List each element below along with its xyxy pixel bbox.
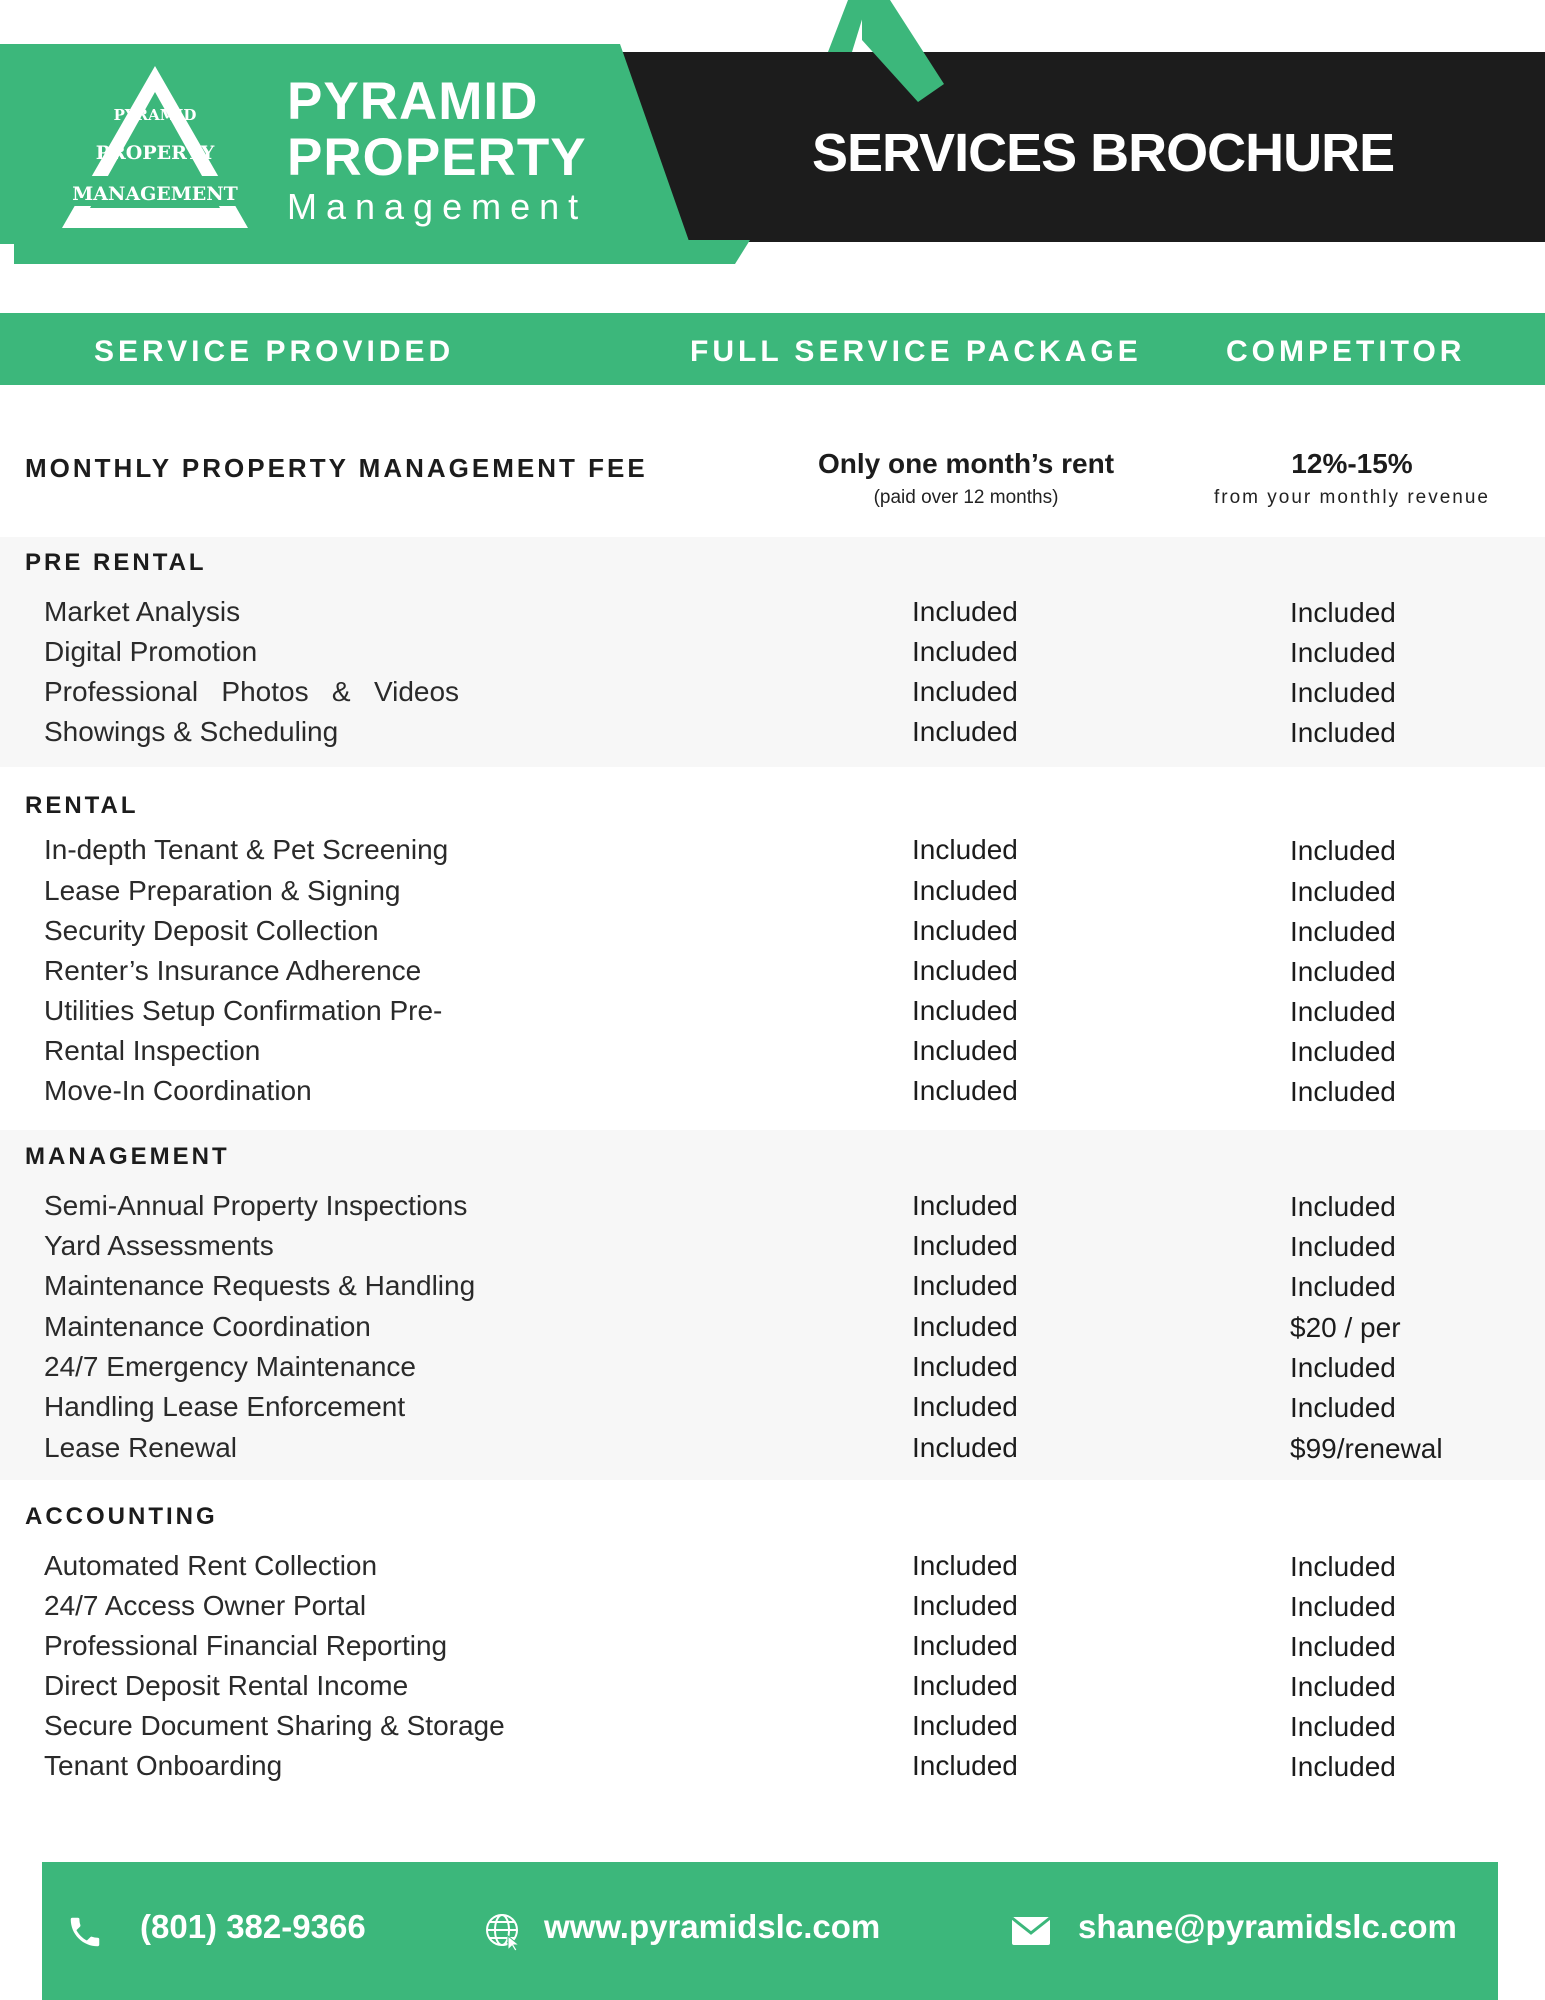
competitor-value: Included: [1290, 1036, 1396, 1067]
logo-line: MANAGEMENT: [72, 183, 238, 205]
competitor-value: Included: [1290, 1231, 1396, 1262]
full-service-value: Included: [912, 1075, 1018, 1106]
competitor-value: Included: [1290, 996, 1396, 1027]
full-service-value: Included: [912, 1351, 1018, 1382]
competitor-value: Included: [1290, 677, 1396, 708]
email-link[interactable]: shane@pyramidslc.com: [1078, 1908, 1457, 1945]
service-name: Move-In Coordination: [44, 1075, 312, 1106]
service-name: Digital Promotion: [44, 636, 258, 667]
full-service-value: Included: [912, 1311, 1018, 1342]
competitor-value: Included: [1290, 597, 1396, 628]
full-service-value: Included: [912, 1630, 1018, 1661]
full-service-value: Included: [912, 676, 1018, 707]
full-service-value: Included: [912, 1590, 1018, 1621]
service-name: Lease Renewal: [44, 1432, 238, 1463]
competitor-value: Included: [1290, 1671, 1396, 1702]
table-row: [0, 875, 1545, 915]
header-green-underline: [0, 240, 750, 264]
service-name: Maintenance Requests & Handling: [44, 1270, 476, 1301]
service-name: Professional Photos & Videos: [44, 676, 460, 707]
full-service-value: Included: [912, 1190, 1018, 1221]
service-name: Market Analysis: [44, 596, 241, 627]
full-service-value: Included: [912, 1035, 1018, 1066]
table-row: [0, 1190, 1545, 1230]
fee-full-main: Only one month’s rent: [817, 448, 1115, 479]
logo-line: PYRAMID: [113, 106, 197, 124]
table-row: [0, 1035, 1545, 1075]
table-row: [0, 1230, 1545, 1270]
service-name: Maintenance Coordination: [44, 1311, 371, 1342]
full-service-value: Included: [912, 834, 1018, 865]
full-service-value: Included: [912, 1391, 1018, 1422]
table-row: [0, 1750, 1545, 1790]
section-management: [0, 1130, 1545, 1480]
full-service-value: Included: [912, 1750, 1018, 1781]
competitor-value: Included: [1290, 1591, 1396, 1622]
full-service-value: Included: [912, 596, 1018, 627]
fee-full-sub: (paid over 12 months): [873, 487, 1059, 508]
table-row: [0, 1075, 1545, 1115]
section-accounting: [0, 1480, 1545, 1780]
competitor-value: Included: [1290, 876, 1396, 907]
phone-icon: [66, 1912, 104, 1952]
phone-link[interactable]: (801) 382-9366: [140, 1908, 366, 1945]
competitor-value: Included: [1290, 1751, 1396, 1782]
table-row: [0, 1590, 1545, 1630]
competitor-value: $20 / per: [1290, 1312, 1401, 1343]
full-service-value: Included: [912, 1230, 1018, 1261]
competitor-value: $99/renewal: [1290, 1433, 1443, 1464]
envelope-icon: [1012, 1917, 1050, 1945]
globe-icon: [484, 1912, 524, 1952]
brand-title-line: PROPERTY: [287, 128, 587, 187]
brand-title-line: PYRAMID: [287, 72, 539, 131]
table-row: [0, 676, 1545, 716]
logo-line: PROPERTY: [95, 142, 215, 164]
table-row: [0, 1670, 1545, 1710]
contact-footer: [42, 1862, 1498, 2000]
service-name: In-depth Tenant & Pet Screening: [44, 834, 449, 865]
competitor-value: Included: [1290, 1191, 1396, 1222]
column-header-service: SERVICE PROVIDED: [94, 335, 455, 368]
competitor-value: Included: [1290, 1631, 1396, 1662]
full-service-value: Included: [912, 636, 1018, 667]
competitor-value: Included: [1290, 717, 1396, 748]
service-name: Direct Deposit Rental Income: [44, 1670, 409, 1701]
section-title: ACCOUNTING: [25, 1503, 218, 1530]
section-title: MANAGEMENT: [25, 1143, 230, 1170]
competitor-value: Included: [1290, 1352, 1396, 1383]
competitor-value: Included: [1290, 956, 1396, 987]
table-row: [0, 596, 1545, 636]
brand-title: [287, 74, 587, 186]
fee-label: MONTHLY PROPERTY MANAGEMENT FEE: [25, 453, 648, 483]
full-service-value: Included: [912, 1710, 1018, 1741]
service-name: Lease Preparation & Signing: [44, 875, 401, 906]
fee-competitor-main: 12%-15%: [1291, 448, 1413, 479]
service-name: Yard Assessments: [44, 1230, 274, 1261]
table-row: [0, 1270, 1545, 1310]
website-link[interactable]: www.pyramidslc.com: [544, 1908, 881, 1945]
competitor-value: Included: [1290, 1711, 1396, 1742]
table-row: [0, 955, 1545, 995]
service-name: Secure Document Sharing & Storage: [44, 1710, 505, 1741]
competitor-value: Included: [1290, 1271, 1396, 1302]
full-service-value: Included: [912, 1670, 1018, 1701]
full-service-value: Included: [912, 995, 1018, 1026]
service-name: 24/7 Emergency Maintenance: [44, 1351, 416, 1382]
brand-subtitle: Management: [287, 186, 588, 227]
competitor-value: Included: [1290, 835, 1396, 866]
service-name: Renter’s Insurance Adherence: [44, 955, 422, 986]
full-service-value: Included: [912, 955, 1018, 986]
competitor-value: Included: [1290, 1392, 1396, 1423]
service-name: Professional Financial Reporting: [44, 1630, 448, 1661]
table-row: [0, 915, 1545, 955]
table-row: [0, 834, 1545, 874]
table-row: [0, 1311, 1545, 1351]
section-pre-rental: [0, 537, 1545, 767]
service-name: Showings & Scheduling: [44, 716, 339, 747]
service-name: Automated Rent Collection: [44, 1550, 378, 1581]
service-name: Tenant Onboarding: [44, 1750, 283, 1781]
service-name: Security Deposit Collection: [44, 915, 379, 946]
table-row: [0, 636, 1545, 676]
full-service-value: Included: [912, 915, 1018, 946]
competitor-value: Included: [1290, 916, 1396, 947]
table-row: [0, 1630, 1545, 1670]
column-header-full-service: FULL SERVICE PACKAGE: [690, 335, 1142, 368]
table-row: [0, 1432, 1545, 1472]
full-service-value: Included: [912, 1270, 1018, 1301]
table-row: [0, 1710, 1545, 1750]
service-name: 24/7 Access Owner Portal: [44, 1590, 367, 1621]
column-header-competitor: COMPETITOR: [1226, 335, 1466, 368]
competitor-value: Included: [1290, 1551, 1396, 1582]
section-rental: [0, 767, 1545, 1130]
section-title: PRE RENTAL: [25, 549, 207, 576]
fee-competitor-sub: from your monthly revenue: [1214, 487, 1490, 508]
full-service-value: Included: [912, 875, 1018, 906]
service-name: Utilities Setup Confirmation Pre-: [44, 995, 443, 1026]
full-service-value: Included: [912, 1550, 1018, 1581]
service-name: Rental Inspection: [44, 1035, 261, 1066]
brochure-title: SERVICES BROCHURE: [812, 123, 1395, 183]
service-name: Handling Lease Enforcement: [44, 1391, 406, 1422]
competitor-value: Included: [1290, 1076, 1396, 1107]
pyramid-logo: [60, 62, 250, 232]
table-row: [0, 1550, 1545, 1590]
table-row: [0, 1391, 1545, 1431]
competitor-value: Included: [1290, 637, 1396, 668]
service-name: Semi-Annual Property Inspections: [44, 1190, 468, 1221]
section-title: RENTAL: [25, 792, 139, 819]
full-service-value: Included: [912, 716, 1018, 747]
column-header-bar: [0, 313, 1545, 385]
full-service-value: Included: [912, 1432, 1018, 1463]
table-row: [0, 716, 1545, 756]
table-row: [0, 1351, 1545, 1391]
table-row: [0, 995, 1545, 1035]
